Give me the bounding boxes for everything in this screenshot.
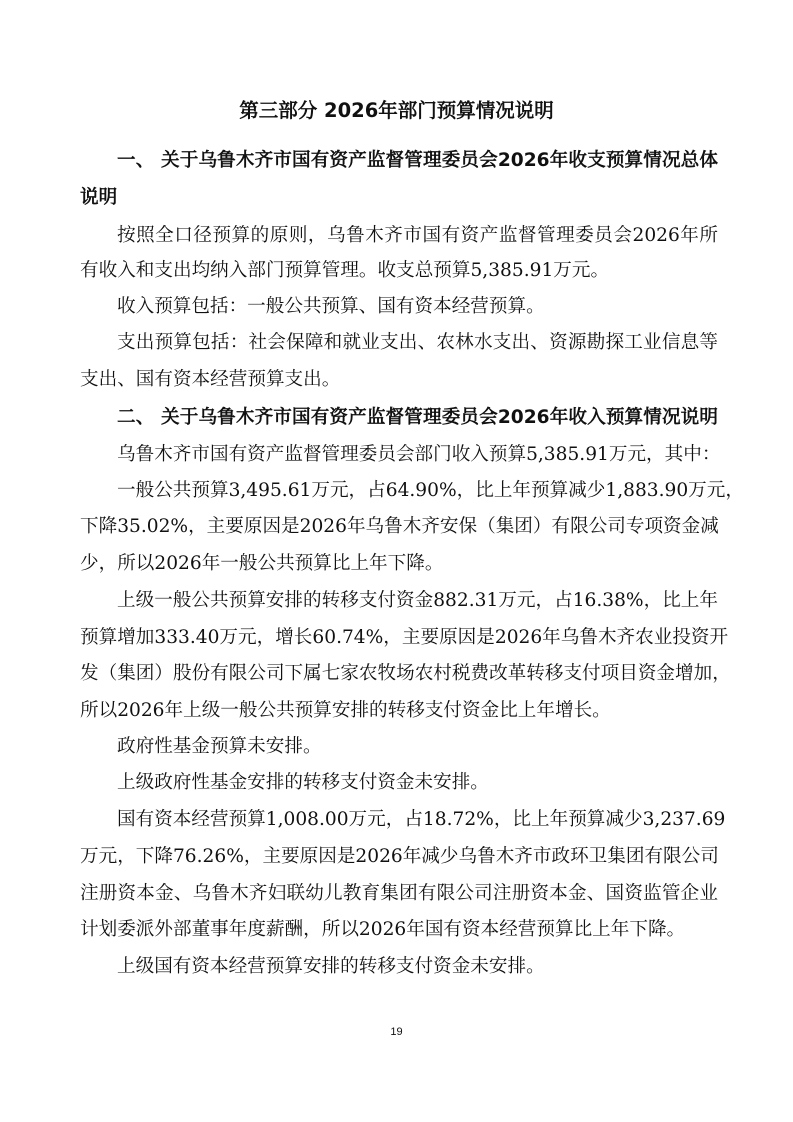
paragraph-line: 注册资本金、乌鲁木齐妇联幼儿教育集团有限公司注册资本金、国资监管企业: [80, 883, 718, 904]
section-heading-line: 说明: [80, 187, 118, 208]
paragraph-line: 计划委派外部董事年度薪酬，所以2026年国有资本经营预算比上年下降。: [80, 919, 686, 940]
paragraph-line: 万元，下降76.26%，主要原因是2026年减少乌鲁木齐市政环卫集团有限公司: [80, 846, 719, 867]
paragraph-line: 预算增加333.40万元，增长60.74%，主要原因是2026年乌鲁木齐农业投资开: [80, 627, 729, 648]
page-title: 第三部分 2026年部门预算情况说明: [239, 99, 554, 122]
paragraph-line: 发（集团）股份有限公司下属七家农牧场农村税费改革转移支付项目资金增加，: [80, 663, 731, 684]
paragraph-line: 政府性基金预算未安排。: [117, 736, 322, 757]
paragraph-line: 按照全口径预算的原则，乌鲁木齐市国有资产监督管理委员会2026年所: [117, 225, 718, 246]
paragraph-line: 上级国有资本经营预算安排的转移支付资金未安排。: [117, 956, 545, 977]
section-heading-line: 一、 关于乌鲁木齐市国有资产监督管理委员会2026年收支预算情况总体: [117, 150, 718, 171]
paragraph-line: 支出预算包括：社会保障和就业支出、农林水支出、资源勘探工业信息等: [117, 332, 718, 353]
paragraph-line: 一般公共预算3,495.61万元，占64.90%，比上年预算减少1,883.90万元，: [117, 480, 744, 501]
page-number: 19: [390, 1026, 403, 1038]
paragraph-line: 少，所以2026年一般公共预算比上年下降。: [80, 553, 444, 574]
paragraph-line: 下降35.02%，主要原因是2026年乌鲁木齐安保（集团）有限公司专项资金减: [80, 516, 719, 537]
paragraph-line: 所以2026年上级一般公共预算安排的转移支付资金比上年增长。: [80, 700, 611, 721]
paragraph-line: 上级一般公共预算安排的转移支付资金882.31万元，占16.38%，比上年: [117, 590, 718, 611]
section-heading-line: 二、 关于乌鲁木齐市国有资产监督管理委员会2026年收入预算情况说明: [117, 407, 718, 428]
paragraph-line: 支出、国有资本经营预算支出。: [80, 369, 341, 390]
paragraph-line: 上级政府性基金安排的转移支付资金未安排。: [117, 772, 489, 793]
paragraph-line: 有收入和支出均纳入部门预算管理。收支总预算5,385.91万元。: [80, 260, 610, 281]
paragraph-line: 乌鲁木齐市国有资产监督管理委员会部门收入预算5,385.91万元，其中：: [117, 444, 721, 465]
paragraph-line: 收入预算包括：一般公共预算、国有资本经营预算。: [117, 296, 545, 317]
paragraph-line: 国有资本经营预算1,008.00万元，占18.72%，比上年预算减少3,237.69: [117, 809, 726, 830]
